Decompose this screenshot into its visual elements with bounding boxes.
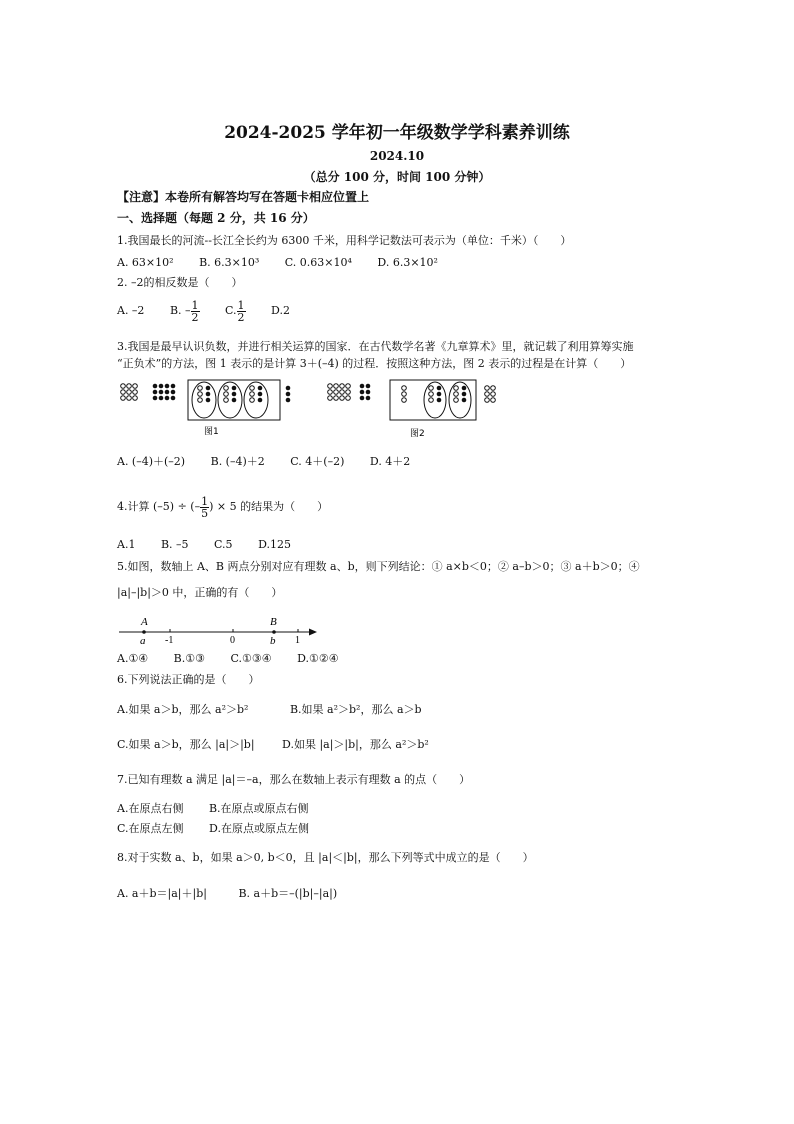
notice-label: 【注意】 bbox=[117, 190, 166, 204]
q2-option-a: A. –2 bbox=[117, 304, 145, 317]
point-a-dot bbox=[142, 630, 146, 634]
q2-fraction-b bbox=[191, 300, 200, 323]
q4-option-d: D.125 bbox=[258, 538, 291, 551]
q2-option-d: D.2 bbox=[271, 304, 290, 317]
q1-option-b: B. 6.3×10³ bbox=[199, 256, 260, 269]
q1-option-c: C. 0.63×10⁴ bbox=[284, 256, 352, 269]
exam-date: 2024.10 bbox=[369, 149, 425, 163]
q2-fraction-c-num: 1 bbox=[237, 298, 245, 312]
q4-option-b: B. –5 bbox=[160, 538, 189, 551]
q3-options bbox=[117, 455, 432, 469]
q5-options bbox=[117, 652, 361, 666]
q8-option-b: B. a＋b＝–(|b|–|a|) bbox=[238, 887, 338, 900]
q7-options-row2 bbox=[117, 822, 331, 836]
q3-option-b: B. (–4)＋2 bbox=[210, 455, 265, 468]
q3-option-d: D. 4＋2 bbox=[369, 455, 411, 468]
tick-0-label: 0 bbox=[230, 635, 235, 646]
q5-option-b: B.①③ bbox=[173, 652, 205, 665]
abacus-figures bbox=[117, 378, 517, 440]
q1-stem: 1.我国最长的河流--长江全长约为 6300 千米，用科学记数法可表示为（单位：千米）（ ） bbox=[117, 234, 572, 247]
q7-option-d: D.在原点或原点左侧 bbox=[209, 822, 309, 835]
fig2-left-positive bbox=[328, 384, 351, 401]
q2-option-b-prefix: B. – bbox=[169, 304, 191, 317]
q1-option-a: A. 63×10² bbox=[117, 256, 174, 269]
notice bbox=[117, 190, 369, 204]
q2-options bbox=[117, 296, 312, 326]
fig2-label: 图2 bbox=[410, 429, 425, 439]
q6-option-a: A.如果 a＞b，那么 a²＞b² bbox=[117, 703, 249, 716]
q4-options bbox=[117, 538, 313, 552]
q4-fraction bbox=[200, 496, 209, 519]
tick-1-label: 1 bbox=[295, 635, 300, 646]
q7-option-c: C.在原点左侧 bbox=[117, 822, 184, 835]
q2-stem bbox=[117, 276, 243, 290]
q2-option-b bbox=[170, 296, 200, 326]
q4-stem-pre: 4.计算 (–5) ÷ (– bbox=[117, 500, 201, 513]
q3-line2: “正负术”的方法，图 1 表示的是计算 3＋(–4) 的过程．按照这种方法，图 2 表示的过程是在计算（ ） bbox=[117, 357, 632, 370]
tick-minus1-label: -1 bbox=[165, 635, 174, 646]
q1-option-d: D. 6.3×10² bbox=[377, 256, 438, 269]
q4-fraction-den: 5 bbox=[201, 506, 209, 520]
var-b-label: b bbox=[270, 635, 276, 647]
var-a-label: a bbox=[140, 635, 146, 647]
page-title: 2024-2025 学年初一年级数学学科素养训练 bbox=[224, 123, 570, 143]
score-time: （总分 100 分，时间 100 分钟） bbox=[303, 170, 491, 184]
q4-option-c: C.5 bbox=[214, 538, 233, 551]
q8-option-a: A. a＋b＝|a|＋|b| bbox=[117, 887, 207, 900]
q5-line1: 5.如图，数轴上 A、B 两点分别对应有理数 a、b，则下列结论：① a×b＜0；② a–b＞0；③ a＋b＞0；④ bbox=[117, 560, 640, 573]
q2-fraction-c bbox=[237, 300, 246, 323]
q8-options bbox=[117, 887, 359, 901]
q2-fraction-c-den: 2 bbox=[237, 310, 245, 324]
q8-stem: 8.对于实数 a、b，如果 a＞0, b＜0，且 |a|＜|b|，那么下列等式中成立的是（ ） bbox=[117, 851, 534, 864]
q6-options-row2 bbox=[117, 738, 451, 752]
q2-stem-post: 的相反数是（ ） bbox=[143, 276, 243, 289]
fig1-left-negative bbox=[153, 384, 176, 401]
q6-option-c: C.如果 a＞b，那么 |a|＞|b| bbox=[117, 738, 255, 751]
q1-options bbox=[117, 256, 460, 270]
q7-stem: 7.已知有理数 a 满足 |a|＝–a，那么在数轴上表示有理数 a 的点（ ） bbox=[117, 773, 471, 786]
fig1-left-positive bbox=[121, 384, 138, 401]
q3-line1: 3.我国是最早认识负数，并进行相关运算的国家．在古代数学名著《九章算术》里，就记载了利用算筹实施 bbox=[117, 340, 634, 353]
q5-option-c: C.①③④ bbox=[230, 652, 272, 665]
q7-options-row1 bbox=[117, 802, 331, 816]
q2-option-c-prefix: C. bbox=[225, 304, 237, 317]
q4-stem bbox=[117, 493, 328, 521]
abacus-svg bbox=[117, 378, 517, 440]
fig2-left-negative bbox=[360, 384, 371, 401]
q2-stem-pre: 2. –2 bbox=[117, 276, 144, 289]
number-line bbox=[117, 612, 322, 648]
q5-option-d: D.①②④ bbox=[297, 652, 339, 665]
q6-option-b: B.如果 a²＞b²，那么 a＞b bbox=[289, 703, 422, 716]
q6-options-row1 bbox=[117, 703, 444, 717]
section-heading: 一、选择题（每题 2 分，共 16 分） bbox=[117, 211, 315, 225]
q4-fraction-num: 1 bbox=[201, 494, 209, 508]
point-b-dot bbox=[272, 630, 276, 634]
q6-stem: 6.下列说法正确的是（ ） bbox=[117, 673, 260, 686]
q7-option-a: A.在原点右侧 bbox=[117, 802, 184, 815]
q5-line2: |a|–|b|＞0 中，正确的有（ ） bbox=[117, 586, 283, 599]
q5-option-a: A.①④ bbox=[117, 652, 149, 665]
q7-option-b: B.在原点或原点右侧 bbox=[208, 802, 309, 815]
notice-text: 本卷所有解答均写在答题卡相应位置上 bbox=[165, 190, 370, 204]
q3-option-a: A. (–4)＋(–2) bbox=[117, 455, 186, 468]
q4-stem-post: ) × 5 的结果为（ ） bbox=[209, 500, 329, 513]
q6-option-d: D.如果 |a|＞|b|，那么 a²＞b² bbox=[282, 738, 429, 751]
q4-option-a: A.1 bbox=[117, 538, 136, 551]
q2-option-c bbox=[225, 296, 246, 326]
point-a-label: A bbox=[141, 616, 148, 628]
q3-option-c: C. 4＋(–2) bbox=[290, 455, 345, 468]
number-line-arrow bbox=[309, 629, 317, 636]
fig1-label: 图1 bbox=[204, 427, 219, 437]
point-b-label: B bbox=[270, 616, 277, 628]
q2-fraction-b-den: 2 bbox=[191, 310, 199, 324]
q2-fraction-b-num: 1 bbox=[191, 298, 199, 312]
